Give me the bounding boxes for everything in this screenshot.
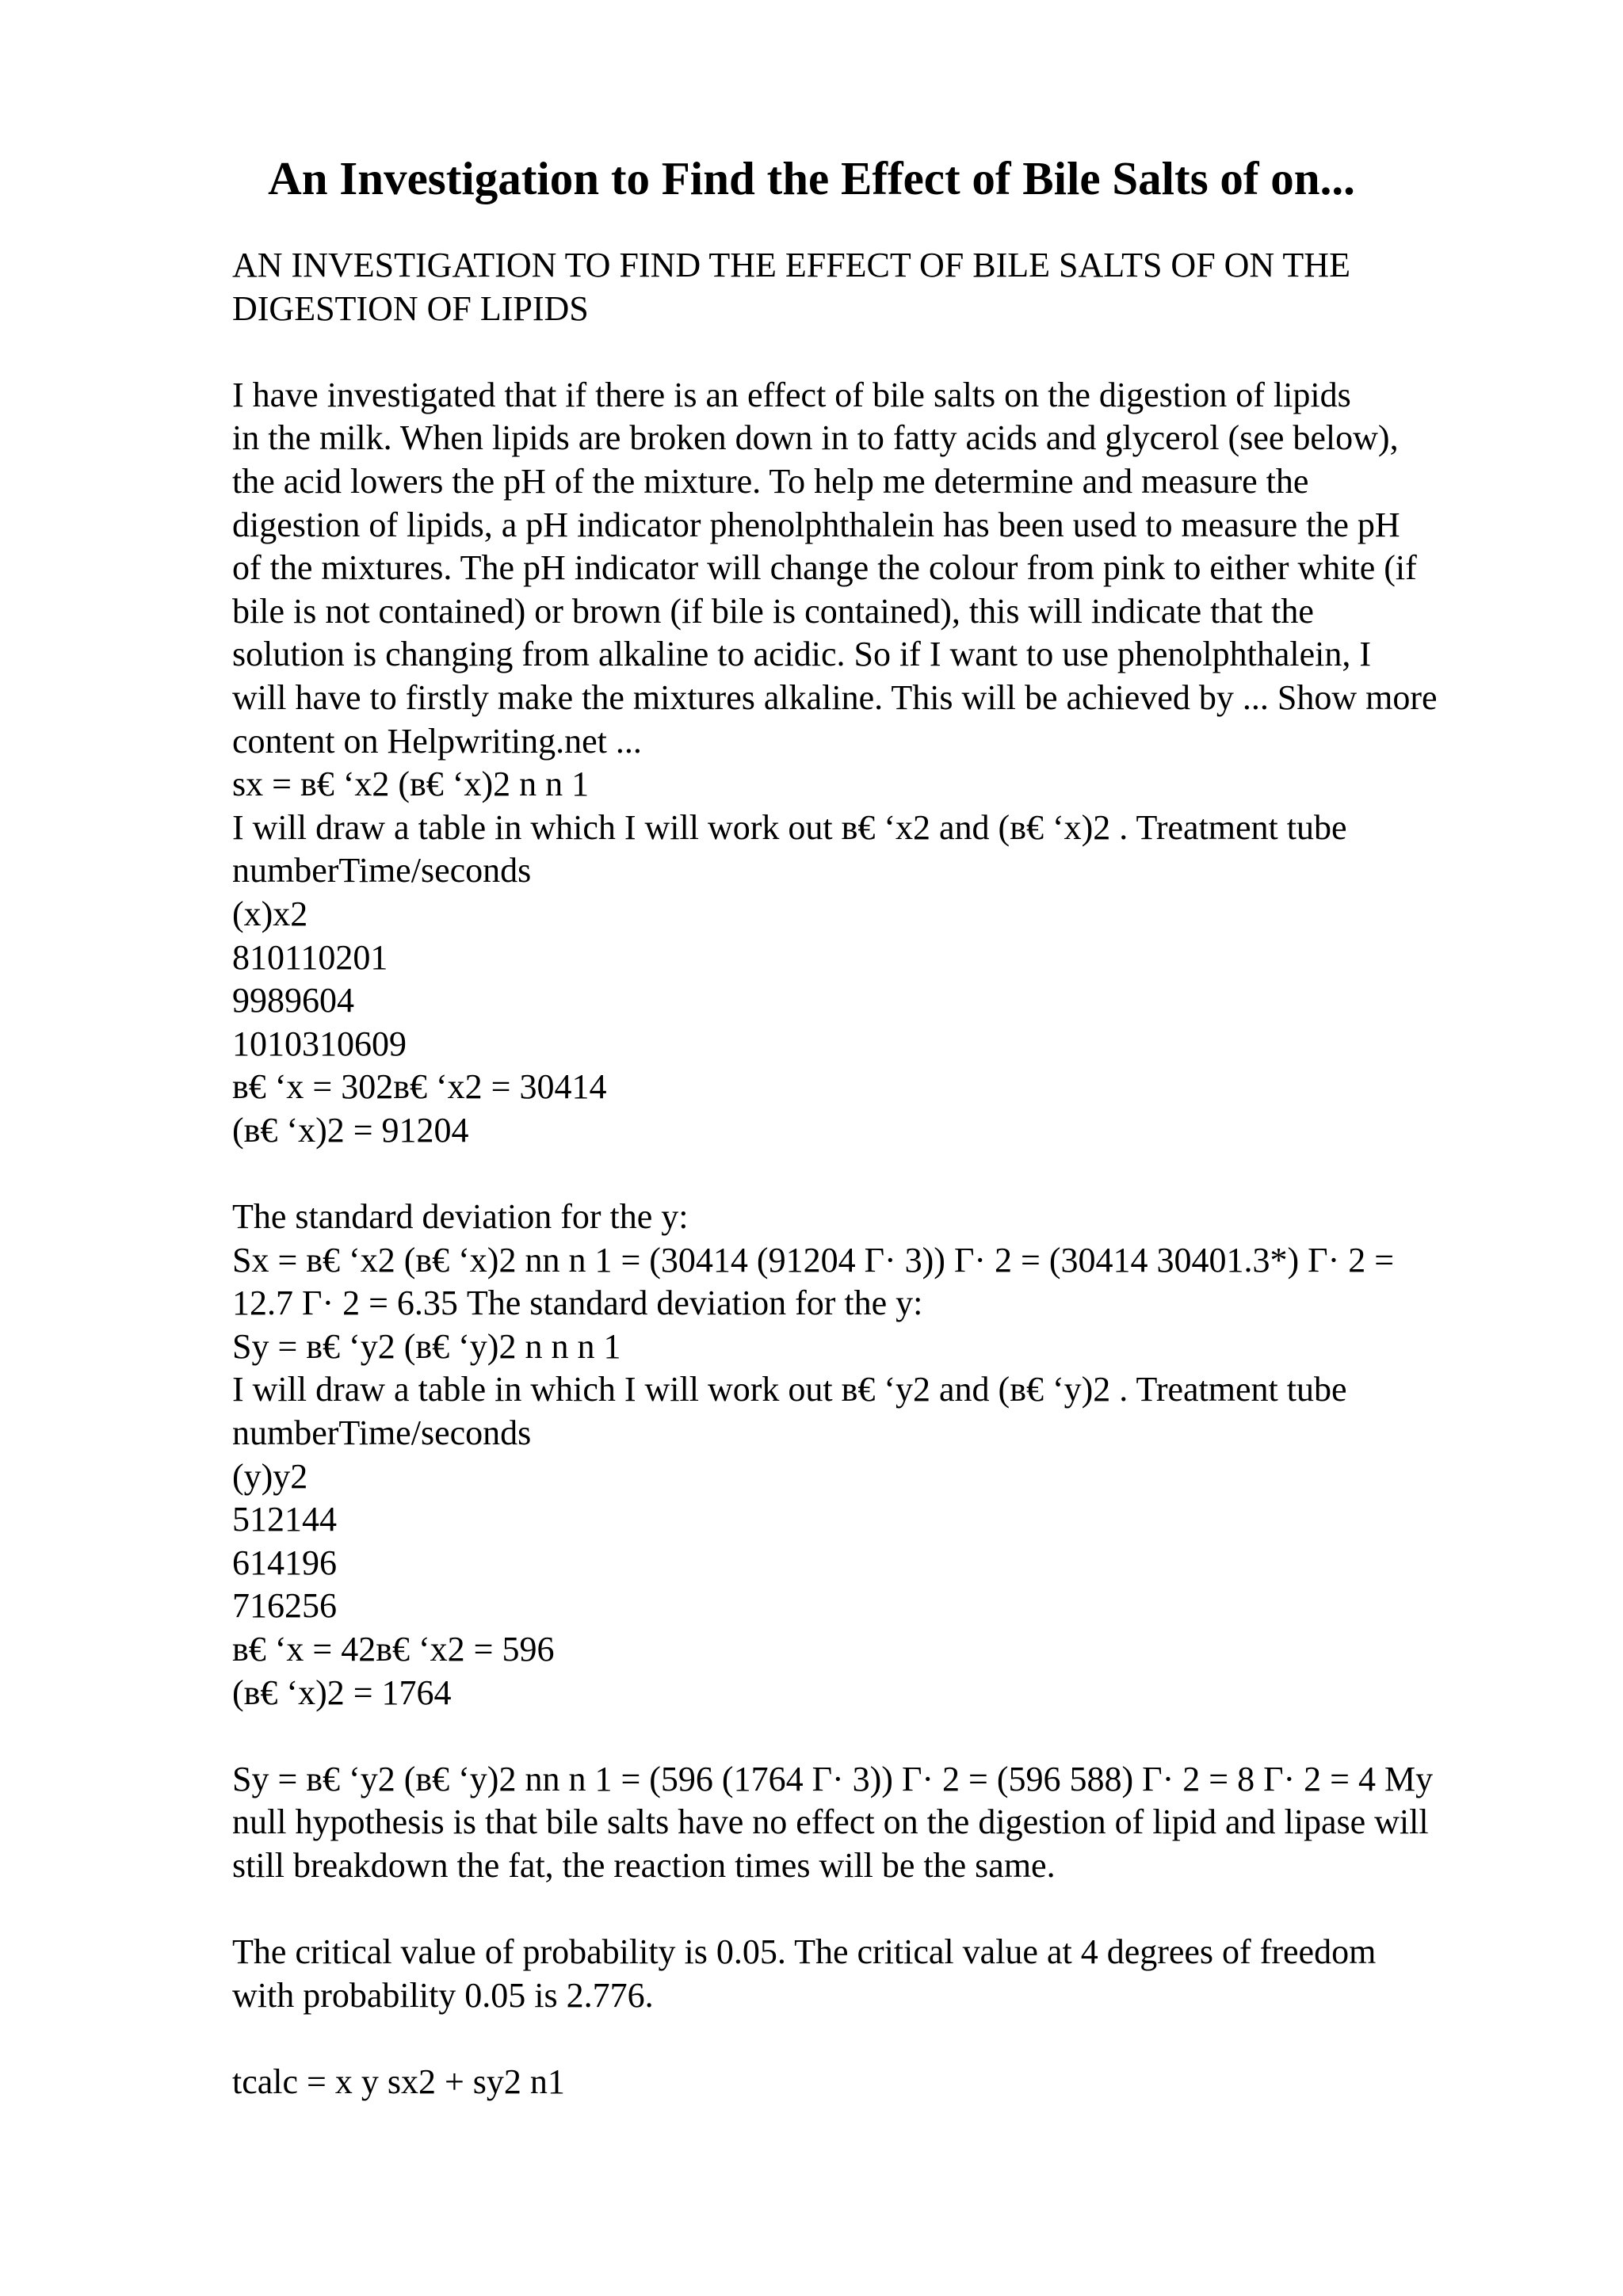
text-line: 716256 (232, 1586, 337, 1626)
document-title: An Investigation to Find the Effect of Bile Salts of on... (268, 152, 1355, 204)
text-line: 12.7 Г· 2 = 6.35 The standard deviation for the y: (232, 1283, 923, 1323)
text-line: null hypothesis is that bile salts have no effect on the digestion of lipid and lipase will (232, 1802, 1429, 1842)
text-line: 512144 (232, 1500, 337, 1539)
text-line: Sy = в€ ‘y2 (в€ ‘y)2 nn n 1 = (596 (1764 Г· 3)) Г· 2 = (596 588) Г· 2 = 8 Г· 2 = 4 My (232, 1759, 1434, 1798)
text-line: (в€ ‘x)2 = 1764 (232, 1672, 452, 1712)
text-line: 9989604 (232, 981, 354, 1020)
paragraph-gap (232, 1888, 1532, 1932)
document-body (232, 244, 1532, 2104)
text-line: solution is changing from alkaline to acidic. So if I want to use phenolphthalein, I (232, 635, 1372, 674)
text-line: numberTime/seconds (232, 851, 532, 891)
text-line: of the mixtures. The pH indicator will change the colour from pink to either white (if (232, 548, 1417, 588)
text-line: in the milk. When lipids are broken down in to fatty acids and glycerol (see below), (232, 418, 1399, 458)
text-line: (y)y2 (232, 1456, 308, 1496)
text-line: (x)x2 (232, 894, 308, 933)
text-line: I will draw a table in which I will work out в€ ‘x2 and (в€ ‘x)2 . Treatment tube (232, 807, 1347, 847)
intro-paragraph (232, 374, 1532, 1153)
text-line: I will draw a table in which I will work out в€ ‘y2 and (в€ ‘y)2 . Treatment tube (232, 1370, 1347, 1409)
paragraph-gap (232, 1152, 1532, 1196)
heading-line: DIGESTION OF LIPIDS (232, 288, 589, 328)
text-line: в€ ‘x = 302в€ ‘x2 = 30414 (232, 1067, 607, 1107)
text-line: в€ ‘x = 42в€ ‘x2 = 596 (232, 1630, 555, 1669)
text-line: bile is not contained) or brown (if bile is contained), this will indicate that the (232, 591, 1314, 631)
paragraph-gap (232, 330, 1532, 374)
text-line: with probability 0.05 is 2.776. (232, 1975, 654, 2015)
text-line: I have investigated that if there is an effect of bile salts on the digestion of lipids (232, 375, 1351, 414)
heading-line: AN INVESTIGATION TO FIND THE EFFECT OF BILE SALTS OF ON THE (232, 246, 1350, 284)
text-line: digestion of lipids, a pH indicator phenolphthalein has been used to measure the pH (232, 505, 1400, 544)
text-line: 1010310609 (232, 1024, 407, 1063)
text-line: (в€ ‘x)2 = 91204 (232, 1110, 469, 1150)
paragraph-gap (232, 2017, 1532, 2061)
text-line: tcalc = x y sx2 + sy2 n1 (232, 2061, 565, 2101)
text-line: the acid lowers the pH of the mixture. To help me determine and measure the (232, 461, 1309, 501)
text-line: content on Helpwriting.net ... (232, 721, 642, 761)
standard-deviation-paragraph (232, 1196, 1532, 1714)
text-line: Sy = в€ ‘y2 (в€ ‘y)2 n n n 1 (232, 1326, 621, 1366)
text-line: numberTime/seconds (232, 1413, 532, 1453)
text-line: The standard deviation for the y: (232, 1197, 689, 1237)
heading-block (232, 244, 1532, 330)
text-line: Sx = в€ ‘x2 (в€ ‘x)2 nn n 1 = (30414 (91204 Г· 3)) Г· 2 = (30414 30401.3*) Г· 2 = (232, 1240, 1395, 1280)
critical-value-paragraph (232, 1931, 1532, 2017)
text-line: 614196 (232, 1543, 337, 1582)
paragraph-gap (232, 1714, 1532, 1758)
text-line: still breakdown the fat, the reaction times will be the same. (232, 1845, 1056, 1885)
text-line: will have to firstly make the mixtures alkaline. This will be achieved by ... Show more (232, 677, 1438, 717)
text-line: The critical value of probability is 0.05. The critical value at 4 degrees of freedom (232, 1932, 1377, 1972)
tcalc-paragraph (232, 2061, 1532, 2104)
hypothesis-paragraph (232, 1758, 1532, 1888)
text-line: sx = в€ ‘x2 (в€ ‘x)2 n n 1 (232, 765, 590, 804)
text-line: 810110201 (232, 937, 388, 977)
